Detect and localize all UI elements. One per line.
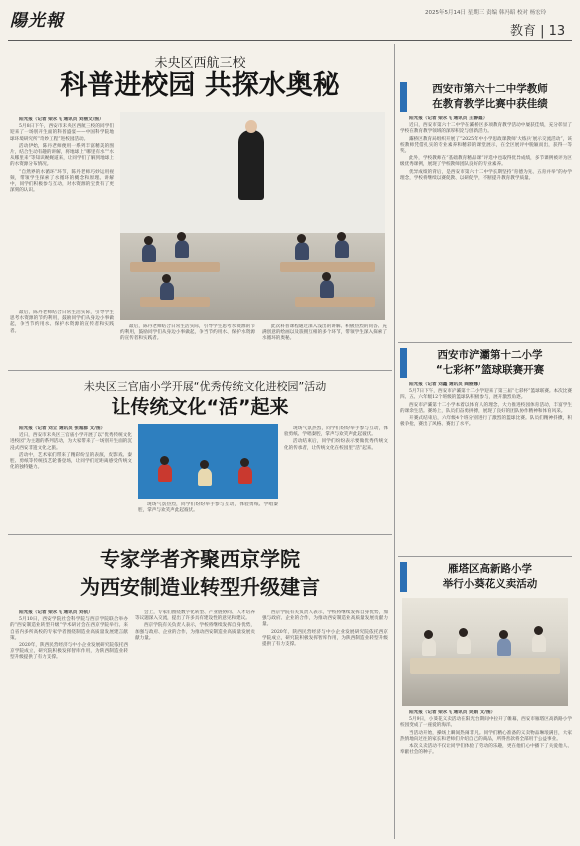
story3-paragraph: 5月10日，西安学院社会科学院与西京学院联合举办的“西安制造业转型升级”学术研讨会在西京学院举行。来自省内多所高校的专家学者围绕制造业高质量发展建言献策。 bbox=[10, 617, 128, 641]
column-divider bbox=[394, 44, 395, 839]
story2-headline: 让传统文化“活”起来 bbox=[111, 396, 289, 418]
story1-text-col2 bbox=[120, 324, 255, 364]
story1-text-col1b bbox=[10, 310, 114, 350]
story2-paragraph: 近日，西安市未央区三官庙小学开展了以“优秀传统文化进校园”为主题的系列活动，为大家带来了一场别开生面的沉浸式西安非遗文化之旅。 bbox=[10, 433, 132, 451]
side3-byline: 阳光报（记者 梁永飞 通讯员 吴娟 文/图） bbox=[409, 710, 496, 715]
side2-headline-line1: 西安市浐灞第十二小学 bbox=[437, 349, 543, 361]
story2-paragraph: 活动中，艺术家们带来了精彩纷呈的表演，皮影戏、秦腔、剪纸等传统技艺轮番登场，让同学们近距离感受传统文化的独特魅力。 bbox=[10, 452, 132, 471]
story3-paragraph: 会上，专家们围绕数字化转型、产业链协同、人才培养等议题深入交流，提出了许多具有建设性的意见和建议。 bbox=[135, 610, 255, 622]
story2-paragraph: 现场气氛热烈，同学们纷纷举手参与互动，体验剪纸、学唱秦腔，掌声与欢笑声此起彼伏。 bbox=[284, 426, 388, 438]
story2-text-col1 bbox=[10, 426, 132, 516]
story1-kicker: 未央区西航三校 bbox=[154, 56, 246, 71]
masthead-title: 陽光報 bbox=[10, 11, 64, 31]
story1-text-col3 bbox=[262, 324, 387, 364]
story3-headline-line2: 为西安制造业转型升级建言 bbox=[80, 575, 320, 599]
story2-text-col2 bbox=[138, 502, 278, 530]
story3-byline: 阳光报（记者 梁永飞 通讯员 刘依） bbox=[19, 610, 93, 615]
story3-text-col2 bbox=[135, 610, 255, 838]
story3-paragraph: 2020年，陕西民营经济与中小企业发展研究院依托西京学院成立，研究院积极发挥智库作用，为陕西制造业转型升级提供了有力支撑。 bbox=[10, 643, 128, 661]
side2-text bbox=[400, 382, 572, 552]
story3-text-col1 bbox=[10, 610, 128, 838]
masthead-rule bbox=[8, 40, 572, 41]
story1-paragraph: “自然界的水循环”环节，陈丹老师巧妙运用视频，带领学生探索了水循环的概念和原理。讲解中，同学们积极参与互动，对水资源的宝贵有了更深刻的认识。 bbox=[10, 169, 114, 194]
side1-paragraph: 近日，西安市第六十二中学在灞桥区多项教育教学活动中屡获佳绩，充分彰显了学校在教育教学领域的深厚积淀与创新活力。 bbox=[400, 123, 572, 135]
side2-paragraph: 西安市浐灞第十二小学本着以体育人的理念，大力推进校园体育活动，丰富学生的课余生活。赛场上，队员们奋勇拼搏，展现了良好的团队协作精神和体育风采。 bbox=[400, 402, 572, 414]
story1-paragraph: 最后，陈丹老师结合日常生活实际，引导学生思考水资源的节约利用，鼓励同学们从身边小事做起，争当节约用水、保护水资源的宣传者和实践者。 bbox=[10, 310, 114, 334]
issue-date-line: 2025年5月14日 星期三 责编 韩冯昭 校对 杨宏玲 bbox=[425, 10, 547, 16]
story1-paragraph: 最后，陈丹老师结合日常生活实际，引导学生思考水资源的节约利用，鼓励同学们从身边小事做起，争当节约用水、保护水资源的宣传者和实践者。 bbox=[120, 324, 255, 342]
story2-kicker: 未央区三官庙小学开展“优秀传统文化进校园”活动 bbox=[83, 380, 327, 393]
story3-paragraph: 西京学院有关负责人表示，学校将继续发挥自身优势，加强与政府、企业的合作，为推动西安制造业高质量发展贡献力量。 bbox=[135, 623, 255, 641]
story3-headline-line1: 专家学者齐聚西京学院 bbox=[100, 547, 300, 571]
story3-text-col3 bbox=[262, 610, 388, 838]
side1-headline-line1: 西安市第六十二中学教师 bbox=[432, 83, 548, 95]
story1-paragraph: 活动伊始，陈丹老师便用一系列丰富精美的图片，结合生动有趣的讲解，将地球上“哪里有水”“水从哪里来”等知识娓娓道来，让同学们了解到地球上的水资源分布情况。 bbox=[10, 143, 114, 168]
side3-text bbox=[400, 710, 572, 840]
side1-byline: 阳光报（记者 梁永飞 通讯员 王静霞） bbox=[409, 116, 488, 121]
side1-paragraph: 此外，学校教师在“基础教育精品课”评选中也取得优异成绩，多节课例被评为区级优秀课例，展现了学校教师团队良好的专业素养。 bbox=[400, 156, 572, 168]
side2-byline: 阳光报（记者 刘鑫 通讯员 阎丽娜） bbox=[409, 382, 483, 387]
side3-paragraph: 当活动开始，操场上瞬间热闹非凡。同学们精心准备的义卖物品琳琅满目，大家热情地向过往的家长和老师们介绍自己的商品，所得善款将全部用于公益事业。 bbox=[400, 730, 572, 742]
story-divider bbox=[398, 342, 572, 343]
story1-text-col1 bbox=[10, 117, 114, 307]
side2-paragraph: 5月7日下午，西安市浐灞第十二小学迎来了第三届“七彩杯”篮球联赛。本次比赛四、五、六年级12个班级的篮球队积极参与，展开激烈角逐。 bbox=[400, 389, 572, 401]
side3-paragraph: 5月9日，小葵花义卖活动在阳光台期间中拉开了帷幕，西安市雁塔区高新路小学校园变成了一座爱的海洋。 bbox=[400, 717, 572, 729]
story3-paragraph: 2020年，陕西民营经济与中小企业发展研究院依托西京学院成立，研究院积极发挥智库作用，为陕西制造业转型升级提供了有力支撑。 bbox=[262, 629, 388, 648]
story1-photo bbox=[120, 112, 385, 320]
side1-paragraph: 灞桥区教育局组织开展了“2025年中小学思政课教师‘大练兵’展示交流活动”，该校教师凭借扎实的专业素养和精彩的课堂展示，在全区展评中脱颖而出，获得一等奖。 bbox=[400, 136, 572, 155]
story2-paragraph: 现场气氛热烈，同学们纷纷举手参与互动，体验剪纸、学唱秦腔，掌声与欢笑声此起彼伏。 bbox=[138, 502, 278, 514]
story1-byline: 阳光报（记者 梁永飞 通讯员 刘丽文/图） bbox=[19, 117, 104, 122]
story-divider bbox=[8, 534, 392, 535]
teacher-figure bbox=[238, 130, 264, 200]
story1-paragraph: 此次科普课程通过深入浅出的讲解、积极热烈的问答、充满创意的绘画以及簇拥互相的多个环节，带领学生深入探索了水循环的奥秘。 bbox=[262, 324, 387, 342]
story1-paragraph: 5月8日下午，西安市未央区西航三校的同学们迎来了一场别开生面的科普盛宴——中国科学院地球环境研究所“奇妙工程”进校园活动。 bbox=[10, 124, 114, 142]
side1-text bbox=[400, 116, 572, 338]
side3-headline-line1: 雁塔区高新路小学 bbox=[448, 563, 532, 575]
story2-paragraph: 活动结束后，同学们纷纷表示要做优秀传统文化的传承者，让传统文化在校园里“活”起来。 bbox=[284, 439, 388, 451]
side2-headline-line2: “七彩杯”篮球联赛开赛 bbox=[435, 364, 545, 376]
story2-byline: 阳光报（记者 刘立 通讯员 张超群 文/图） bbox=[19, 426, 106, 431]
section-label: 教育 | 13 bbox=[510, 24, 566, 39]
story2-photo bbox=[138, 424, 278, 499]
side1-headline-line2: 在教育教学比赛中获佳绩 bbox=[432, 98, 548, 110]
side3-photo bbox=[402, 598, 568, 706]
side2-paragraph: 开赛式结束后，六年级4个班分别进行了激烈的篮球比赛。队员们精神抖擞，积极争抢，赛出了风格、赛出了水平。 bbox=[400, 416, 572, 428]
story1-headline: 科普进校园 共探水奥秘 bbox=[60, 70, 340, 101]
teacher-face bbox=[245, 120, 257, 133]
side3-paragraph: 本次义卖活动不仅让同学们体验了劳动的乐趣，更在他们心中播下了关爱他人、奉献社会的种子。 bbox=[400, 744, 572, 756]
story-divider bbox=[8, 370, 392, 371]
story3-paragraph: 西京学院有关负责人表示，学校将继续发挥自身优势，加强与政府、企业的合作，为推动西安制造业高质量发展贡献力量。 bbox=[262, 610, 388, 628]
story2-text-col3 bbox=[284, 426, 388, 530]
story-divider bbox=[398, 556, 572, 557]
side3-headline-line2: 举行小葵花义卖活动 bbox=[442, 578, 538, 590]
side1-paragraph: 优异成绩的背后，是西安市第六十二中学长期坚持“育德为先、五育并举”的办学理念，学校将继续以赛促教、以研促学，不断提升教育教学质量。 bbox=[400, 169, 572, 181]
